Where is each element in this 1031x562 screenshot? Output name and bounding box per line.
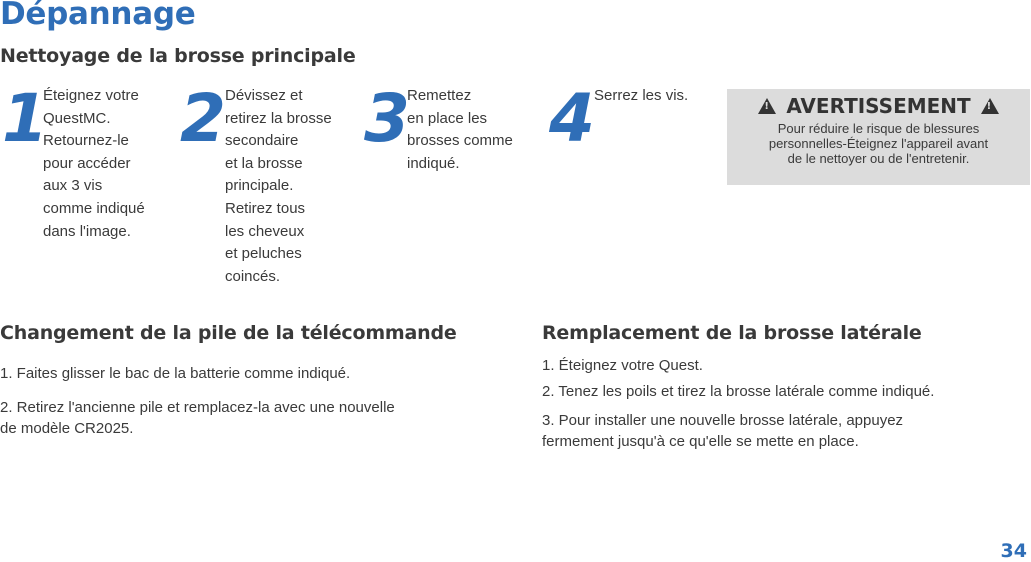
step-2-line: les cheveux: [225, 222, 305, 240]
warning-box: [727, 89, 1030, 185]
remote-step-2: [0, 397, 395, 439]
step-1-line: pour accéder: [43, 154, 131, 172]
step-2-line: retirez la brosse: [225, 109, 332, 127]
step-1-line: aux 3 vis: [43, 177, 103, 195]
step-3-line: Remettez: [407, 87, 472, 104]
step-1-text: [43, 85, 145, 243]
remote-step-line: 2. Retirez l'ancienne pile et remplacez-la avec une nouvelle: [0, 399, 395, 416]
step-2-line: Dévissez et: [225, 87, 303, 104]
step-1-number: 1: [2, 80, 48, 157]
remote-step-1: [0, 363, 350, 384]
side-brush-step-3: [542, 410, 903, 452]
step-2-line: et la brosse: [225, 154, 303, 172]
side-brush-step-line: 1. Éteignez votre Quest.: [542, 357, 703, 374]
step-2-line: principale.: [225, 177, 294, 195]
step-1-line: QuestMC.: [43, 109, 111, 127]
side-brush-section-heading: Remplacement de la brosse latérale: [542, 322, 922, 344]
warning-body: [737, 121, 1020, 166]
step-3-line: brosses comme: [407, 132, 513, 150]
step-2-line: secondaire: [225, 132, 299, 150]
step-4-line: Serrez les vis.: [594, 87, 689, 104]
side-brush-step-2: [542, 381, 934, 402]
step-2-line: Retirez tous: [225, 199, 306, 217]
page-number: 34: [1000, 540, 1027, 562]
step-1-line: comme indiqué: [43, 199, 145, 217]
step-2-line: et peluches: [225, 245, 302, 263]
brush-section-heading: Nettoyage de la brosse principale: [0, 45, 356, 67]
step-2-text: [225, 85, 332, 288]
step-3-line: indiqué.: [407, 154, 460, 172]
side-brush-step-line: 3. Pour installer une nouvelle brosse latérale, appuyez: [542, 412, 904, 429]
step-1-line: Éteignez votre: [43, 87, 139, 104]
side-brush-step-line: fermement jusqu'à ce qu'elle se mette en place.: [542, 433, 859, 450]
warning-triangle-icon: [758, 98, 776, 114]
step-4-text: [594, 85, 688, 108]
step-2-line: coincés.: [225, 267, 281, 285]
warning-line: personnelles-Éteignez l'appareil avant: [768, 136, 989, 151]
step-2-number: 2: [180, 80, 226, 157]
warning-title: [727, 94, 1030, 118]
warning-title-text: AVERTISSEMENT: [786, 94, 971, 118]
step-3-line: en place les: [407, 109, 488, 127]
warning-line: de le nettoyer ou de l'entretenir.: [787, 151, 970, 166]
remote-step-line: 1. Faites glisser le bac de la batterie comme indiqué.: [0, 365, 351, 382]
remote-section-heading: Changement de la pile de la télécommande: [0, 322, 457, 344]
step-1-line: Retournez-le: [43, 132, 129, 150]
remote-step-line: de modèle CR2025.: [0, 420, 134, 437]
step-3-text: [407, 85, 513, 175]
page-title: Dépannage: [0, 0, 196, 32]
side-brush-step-line: 2. Tenez les poils et tirez la brosse latérale comme indiqué.: [542, 383, 935, 400]
step-3-number: 3: [364, 80, 410, 157]
warning-triangle-icon: [981, 98, 999, 114]
step-4-number: 4: [549, 80, 595, 157]
step-1-line: dans l'image.: [43, 222, 131, 240]
warning-line: Pour réduire le risque de blessures: [777, 121, 980, 136]
side-brush-step-1: [542, 355, 703, 376]
